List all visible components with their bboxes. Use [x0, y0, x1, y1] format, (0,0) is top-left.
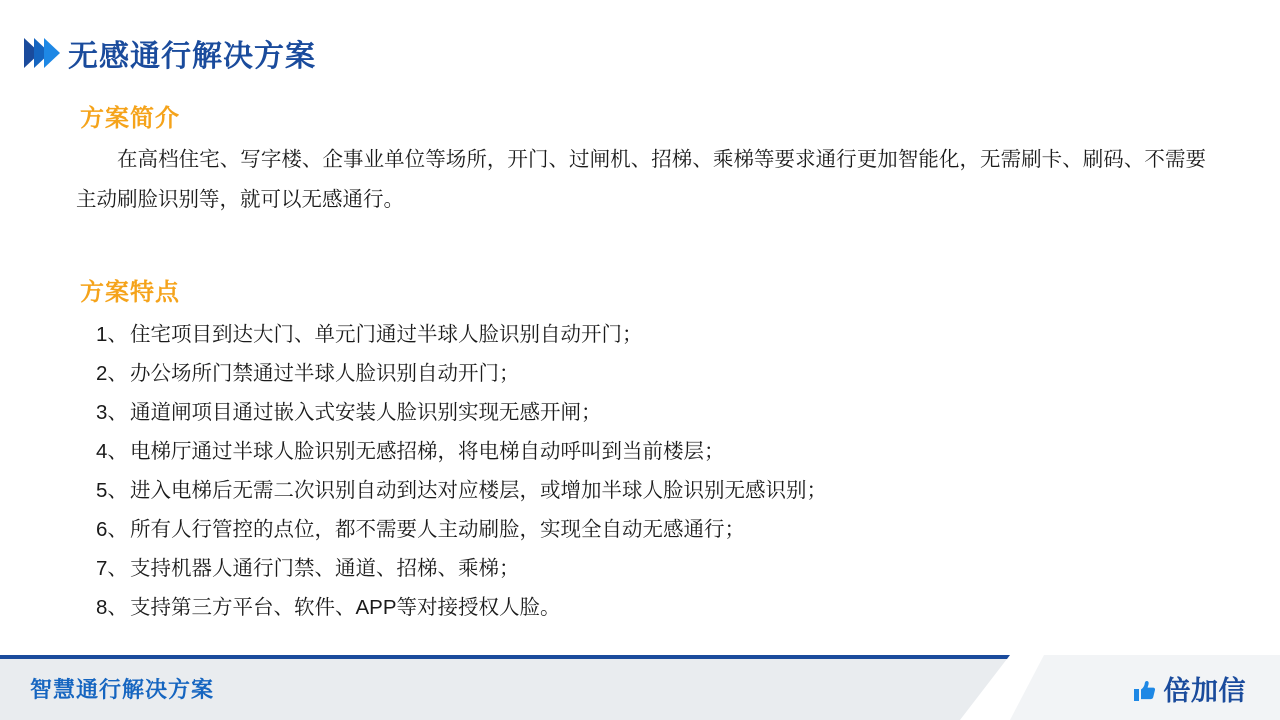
list-item-number: 1、 [96, 323, 128, 347]
list-item-number: 4、 [96, 440, 128, 464]
list-item [96, 550, 1206, 589]
list-item [96, 394, 1206, 433]
slide-footer [0, 655, 1280, 720]
intro-paragraph: 在高档住宅、写字楼、企事业单位等场所，开门、过闸机、招梯、乘梯等要求通行更加智能化，无需刷卡、刷码、不需要主动刷脸识别等，就可以无感通行。 [76, 148, 1206, 211]
list-item-text: 住宅项目到达大门、单元门通过半球人脸识别自动开门； [130, 323, 643, 347]
list-item-text: 支持第三方平台、软件、APP等对接授权人脸。 [130, 596, 561, 620]
thumbs-up-icon [1132, 678, 1158, 704]
page-title: 无感通行解决方案 [68, 40, 316, 73]
list-item [96, 511, 1206, 550]
list-item [96, 589, 1206, 628]
brand-logo [1132, 669, 1247, 708]
list-item-number: 8、 [96, 596, 128, 620]
list-item [96, 355, 1206, 394]
list-item [96, 433, 1206, 472]
list-item-number: 3、 [96, 401, 128, 425]
list-item [96, 472, 1206, 511]
section-heading-intro: 方案简介 [80, 105, 180, 132]
section-heading-features: 方案特点 [80, 279, 180, 306]
slide-title-row [24, 30, 316, 76]
list-item-text: 通道闸项目通过嵌入式安装人脸识别实现无感开闸； [130, 401, 602, 425]
list-item-number: 5、 [96, 479, 128, 503]
list-item [96, 316, 1206, 355]
double-chevron-icon [24, 38, 54, 68]
list-item-text: 办公场所门禁通过半球人脸识别自动开门； [130, 362, 520, 386]
footer-label: 智慧通行解决方案 [30, 677, 215, 702]
feature-list [96, 316, 1206, 628]
list-item-text: 所有人行管控的点位，都不需要人主动刷脸，实现全自动无感通行； [130, 518, 745, 542]
list-item-number: 2、 [96, 362, 128, 386]
footer-accent-line [0, 655, 1010, 659]
list-item-text: 进入电梯后无需二次识别自动到达对应楼层，或增加半球人脸识别无感识别； [130, 479, 827, 503]
list-item-text: 支持机器人通行门禁、通道、招梯、乘梯； [130, 557, 520, 581]
list-item-number: 7、 [96, 557, 128, 581]
list-item-text: 电梯厅通过半球人脸识别无感招梯，将电梯自动呼叫到当前楼层； [130, 440, 725, 464]
list-item-number: 6、 [96, 518, 128, 542]
brand-name: 倍加信 [1163, 676, 1246, 706]
